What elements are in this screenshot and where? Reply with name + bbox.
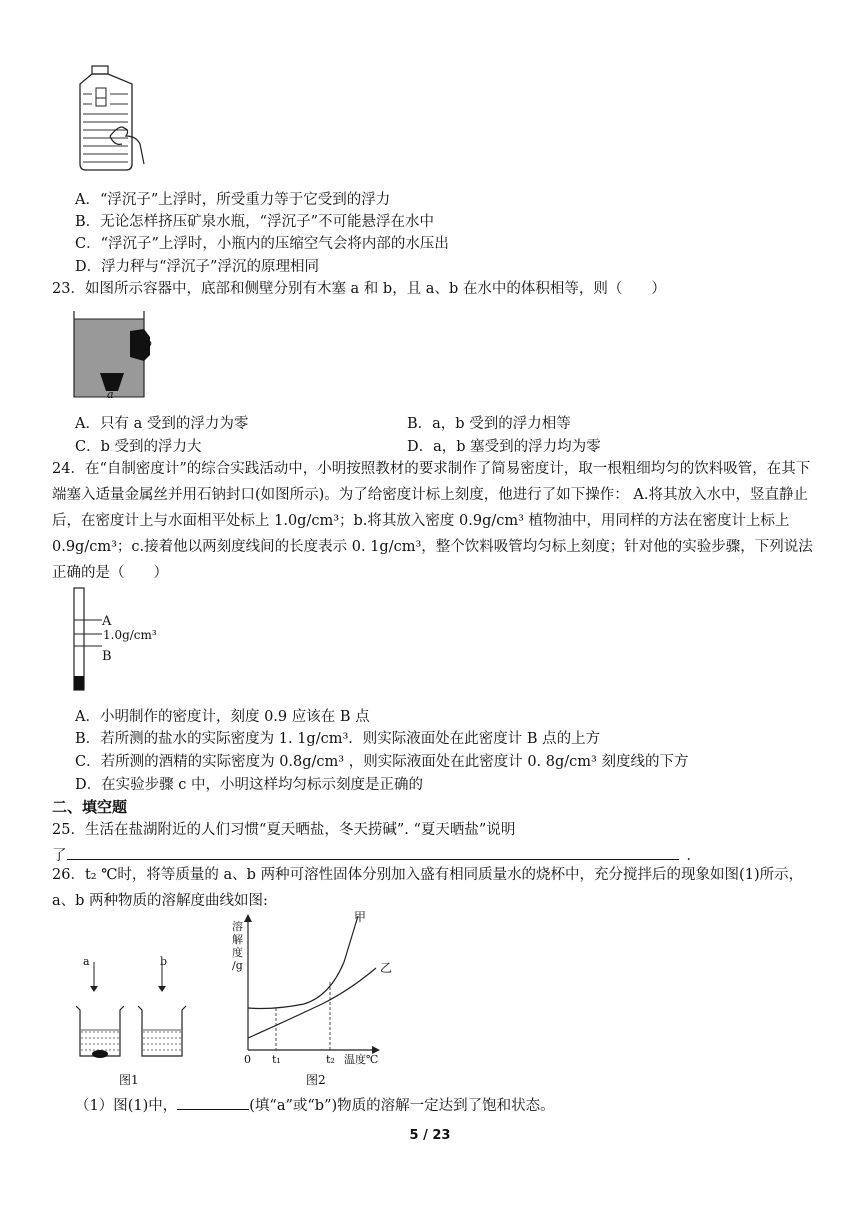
q26-sub1-blank[interactable] bbox=[177, 1093, 249, 1110]
q24-label-density: 1.0g/cm³ bbox=[103, 628, 157, 642]
q24-option-a: A．小明制作的密度计，刻度 0.9 应该在 B 点 bbox=[75, 709, 370, 725]
q26-fig2-caption: 图2 bbox=[306, 1073, 326, 1087]
q23-stem: 23．如图所示容器中，底部和侧壁分别有木塞 a 和 b，且 a、b 在水中的体积相等，则（ ） bbox=[52, 281, 666, 297]
q26-fig1-caption: 图1 bbox=[119, 1073, 139, 1087]
q26-sub1-suffix: (填“a”或“b”)物质的溶解一定达到了饱和状态。 bbox=[249, 1098, 555, 1114]
q23-option-d: D．a，b 塞受到的浮力均为零 bbox=[407, 439, 601, 455]
q25-suffix: ． bbox=[686, 848, 701, 864]
q26-sub1 bbox=[75, 1093, 555, 1116]
q26-fig2-ylabel bbox=[232, 920, 246, 972]
q24-label-b: B bbox=[102, 649, 112, 664]
q26-solubility-chart bbox=[244, 912, 394, 1062]
q26-beakers-figure bbox=[74, 960, 204, 1060]
q26-series-yi: 乙 bbox=[380, 961, 393, 975]
q26-xlabel: 温度℃ bbox=[344, 1053, 379, 1066]
q26-series-jia: 甲 bbox=[354, 910, 367, 924]
q26-sub1-prefix: （1）图(1)中， bbox=[75, 1098, 178, 1114]
q26-stem: 26．t₂ ℃时，将等质量的 a、b 两种可溶性固体分别加入盛有相同质量水的烧杯中，充分搅拌后的现象如图(1)所示，a、b 两种物质的溶解度曲线如图: bbox=[52, 867, 804, 909]
q24-stem: 24．在“自制密度计”的综合实践活动中，小明按照教材的要求制作了简易密度计，取一根粗细均匀的饮料吸管，在其下端塞入适量金属丝并用石钠封口(如图所示)。为了给密度计标上刻度，他进行了如下操作： A.将其放入水中，竖直静止后，在密度计上与水面相平处标上 1.0g/cm³；b.将其放入密度 0.9g/cm³ 植物油中，用同样的方法在密度计上标上 0.9g/cm³；c.接着他以两刻度线间的长度表示 0. 1g/cm³，整个饮料吸管均匀标上刻度；针对他的实验步骤，下列说法正确的是（ ） bbox=[52, 461, 813, 581]
q26-fig1-label-a: a bbox=[83, 955, 90, 968]
ylabel-char-1: 溶 bbox=[232, 920, 243, 933]
q26-t1: t₁ bbox=[272, 1053, 281, 1066]
q26-origin: 0 bbox=[244, 1053, 251, 1066]
q23-option-b: B．a，b 受到的浮力相等 bbox=[407, 416, 571, 432]
q23-container-figure bbox=[74, 311, 164, 407]
q26-t2: t₂ bbox=[326, 1053, 335, 1066]
q26-fig1-label-b: b bbox=[160, 955, 168, 968]
q25-stem: 25．生活在盐湖附近的人们习惯“夏天晒盐，冬天捞碱”. “夏天晒盐”说明 bbox=[52, 822, 516, 838]
ylabel-char-4: /g bbox=[232, 959, 243, 972]
ylabel-char-2: 解 bbox=[232, 933, 243, 946]
q22-option-b: B．无论怎样挤压矿泉水瓶，“浮沉子”不可能悬浮在水中 bbox=[75, 214, 434, 230]
section-heading-fill-in: 二、填空题 bbox=[52, 798, 128, 816]
q24-option-d: D．在实验步骤 c 中，小明这样均匀标示刻度是正确的 bbox=[75, 777, 423, 793]
q25-prefix: 了 bbox=[52, 848, 67, 864]
q22-option-a: A．“浮沉子”上浮时，所受重力等于它受到的浮力 bbox=[75, 192, 391, 208]
q24-label-a: A bbox=[102, 614, 112, 629]
q25-blank[interactable] bbox=[67, 843, 679, 860]
q24-option-c: C．若所测的酒精的实际密度为 0.8g/cm³ ，则实际液面处在此密度计 0. 8g/cm³ 刻度线的下方 bbox=[75, 754, 689, 770]
q22-option-d: D．浮力秤与“浮沉子”浮沉的原理相同 bbox=[75, 259, 319, 275]
q23-option-a: A．只有 a 受到的浮力为零 bbox=[75, 416, 249, 432]
q22-option-c: C．“浮沉子”上浮时，小瓶内的压缩空气会将内部的水压出 bbox=[75, 236, 449, 252]
q24-option-b: B．若所测的盐水的实际密度为 1. 1g/cm³．则实际液面处在此密度计 B 点的上方 bbox=[75, 731, 601, 747]
curve-jia bbox=[248, 916, 358, 1009]
q23-option-c: C．b 受到的浮力大 bbox=[75, 439, 202, 455]
ylabel-char-3: 度 bbox=[232, 946, 243, 959]
floating-diver-bottle-figure bbox=[70, 64, 155, 176]
curve-yi bbox=[248, 968, 376, 1038]
q23-label-a: a bbox=[107, 388, 114, 401]
q23-label-b: b bbox=[145, 337, 153, 350]
page-number: 5 / 23 bbox=[409, 1128, 451, 1143]
